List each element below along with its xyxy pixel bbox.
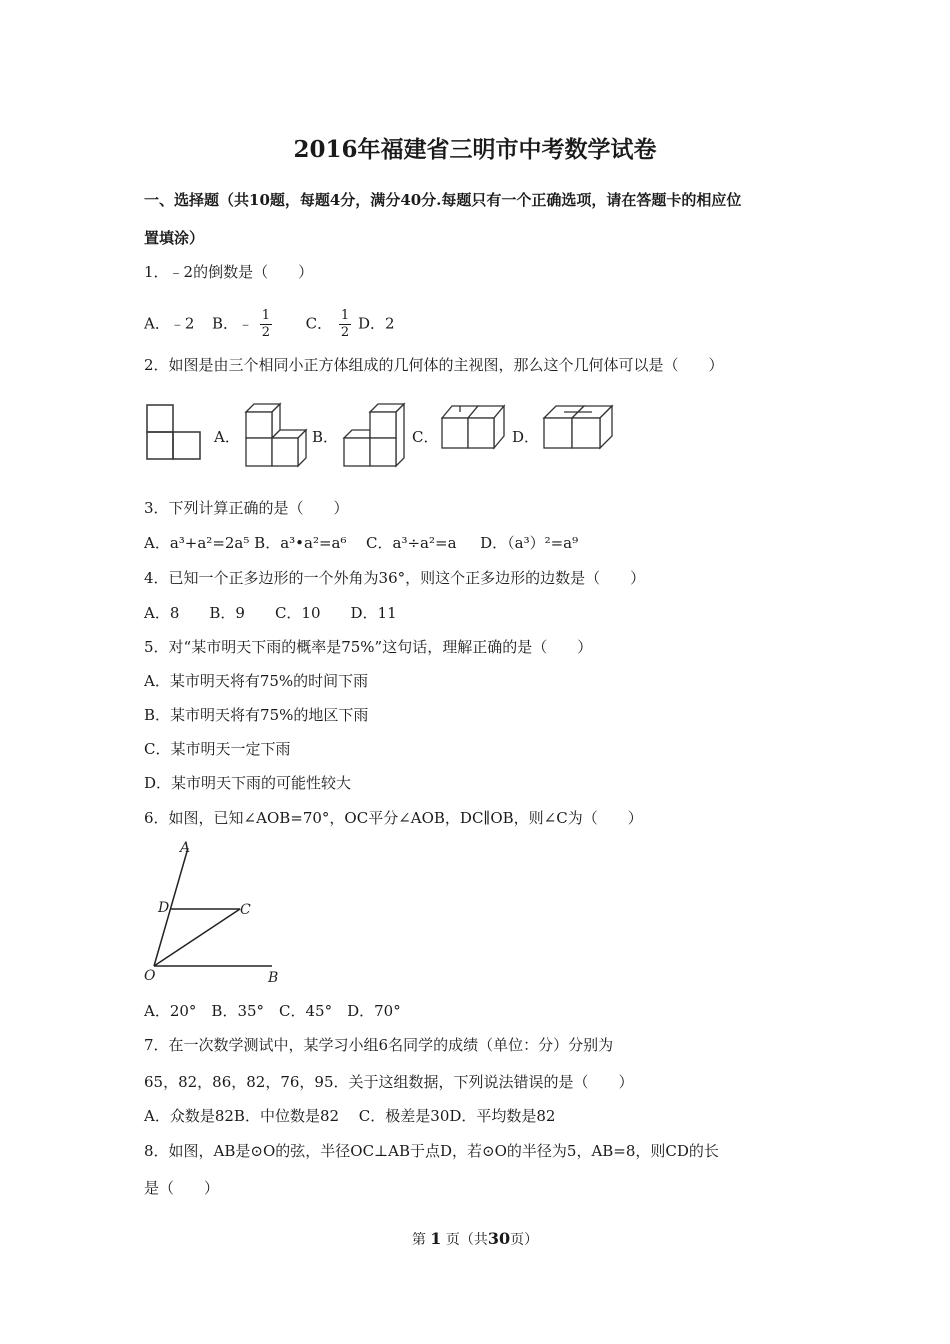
q6-options: A．20° B．35° C．45° D．70° bbox=[144, 1002, 401, 1020]
q1-option-a: A．﹣2 bbox=[144, 314, 195, 333]
q6-label-a: A bbox=[180, 840, 191, 856]
footer-page-number: 1 bbox=[430, 1229, 442, 1248]
footer-middle: 页（共 bbox=[445, 1232, 488, 1248]
footer-total-pages: 30 bbox=[487, 1229, 511, 1248]
q2-figure-row bbox=[144, 398, 624, 474]
q5-option-d: D．某市明天下雨的可能性较大 bbox=[144, 774, 352, 792]
q3-option-b: B．a³•a²=a⁶ bbox=[254, 534, 347, 552]
section-header-line2: 置填涂） bbox=[144, 229, 205, 247]
q3-option-c: C．a³÷a²=a bbox=[366, 534, 457, 552]
q1-option-c-prefix: C． bbox=[305, 314, 333, 333]
q2-option-b-label: B． bbox=[312, 428, 339, 446]
q7-stem-line1: 7．在一次数学测试中，某学习小组6名同学的成绩（单位：分）分别为 bbox=[144, 1036, 614, 1054]
q2-option-d-figure bbox=[540, 402, 620, 452]
q6-label-c: C bbox=[240, 902, 251, 918]
q6-label-d: D bbox=[158, 900, 170, 916]
q2-option-d-label: D． bbox=[512, 428, 540, 446]
q2-option-a-figure bbox=[242, 398, 312, 472]
q7-options: A．众数是82B．中位数是82 C．极差是30D．平均数是82 bbox=[144, 1107, 556, 1125]
q1-options bbox=[144, 308, 395, 341]
q3-option-a: A．a³+a²=2a⁵ bbox=[144, 534, 250, 552]
q6-angle-figure bbox=[140, 838, 290, 988]
q2-stem: 2．如图是由三个相同小正方体组成的几何体的主视图，那么这个几何体可以是（ ） bbox=[144, 356, 724, 374]
q8-stem-line1: 8．如图，AB是⊙O的弦，半径OC⊥AB于点D，若⊙O的半径为5，AB=8，则CD的长 bbox=[144, 1142, 719, 1160]
q3-option-d: D．（a³）²=a⁹ bbox=[480, 534, 579, 552]
q4-options: A．8 B．9 C．10 D．11 bbox=[144, 604, 397, 622]
q2-option-c-figure bbox=[438, 402, 514, 452]
q5-option-c: C．某市明天一定下雨 bbox=[144, 740, 291, 758]
q6-stem: 6．如图，已知∠AOB=70°，OC平分∠AOB，DC∥OB，则∠C为（ ） bbox=[144, 809, 643, 827]
q3-options bbox=[144, 533, 578, 553]
q5-option-b: B．某市明天将有75%的地区下雨 bbox=[144, 706, 369, 724]
q1-stem: 1．﹣2的倒数是（ ） bbox=[144, 263, 314, 281]
section-header-line1: 一、选择题（共10题，每题4分，满分40分.每题只有一个正确选项，请在答题卡的相应位 bbox=[144, 191, 742, 209]
q7-stem-line2: 65，82，86，82，76，95．关于这组数据，下列说法错误的是（ ） bbox=[144, 1073, 634, 1091]
q1-option-d: D．2 bbox=[357, 314, 395, 333]
q8-stem-line2: 是（ ） bbox=[144, 1179, 220, 1197]
q6-label-b: B bbox=[268, 970, 279, 986]
front-view-figure bbox=[146, 404, 202, 460]
q3-stem: 3．下列计算正确的是（ ） bbox=[144, 499, 349, 517]
q1-option-c-fraction: $\frac{1}{2}$ bbox=[340, 308, 350, 340]
q2-option-a-label: A． bbox=[214, 428, 240, 446]
q4-stem: 4．已知一个正多边形的一个外角为36°，则这个正多边形的边数是（ ） bbox=[144, 569, 646, 587]
q1-option-b-fraction: $\frac{1}{2}$ bbox=[261, 308, 271, 340]
page-footer bbox=[0, 1229, 950, 1249]
q2-option-c-label: C． bbox=[412, 428, 439, 446]
page-title: 2016年福建省三明市中考数学试卷 bbox=[293, 136, 657, 163]
q1-option-b-prefix: B．﹣ bbox=[211, 314, 253, 333]
q2-option-b-figure bbox=[340, 402, 410, 472]
footer-suffix: 页） bbox=[510, 1232, 539, 1248]
q6-label-o: O bbox=[144, 968, 156, 984]
footer-prefix: 第 bbox=[411, 1232, 426, 1248]
q5-stem: 5．对“某市明天下雨的概率是75%”这句话，理解正确的是（ ） bbox=[144, 638, 593, 656]
q5-option-a: A．某市明天将有75%的时间下雨 bbox=[144, 672, 369, 690]
